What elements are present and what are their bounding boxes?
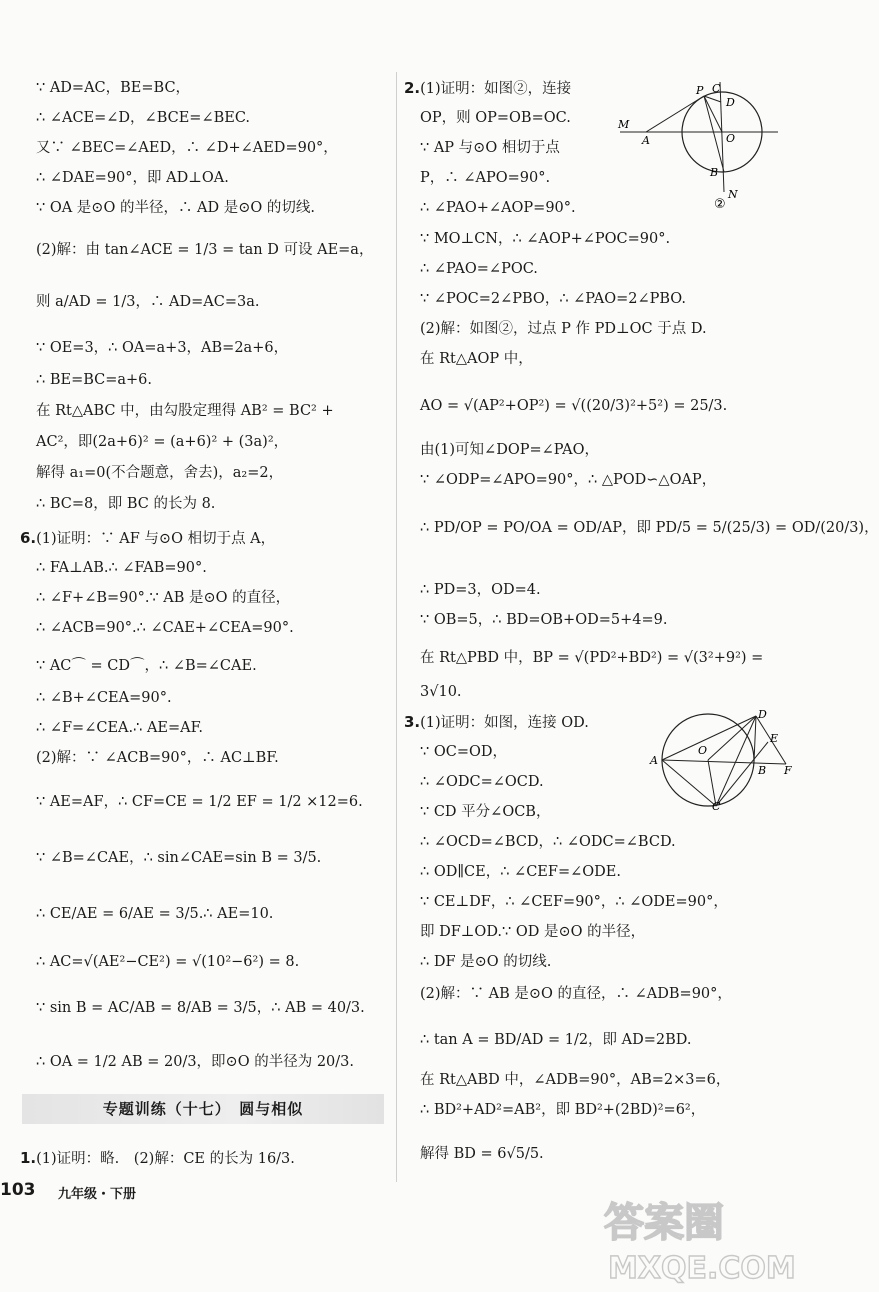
text-line: (2)解：∵ AB 是⊙O 的直径，∴ ∠ADB=90°，	[420, 986, 732, 1002]
text-line: 解得 a₁=0(不合题意，舍去)，a₂=2，	[36, 465, 284, 481]
text-line: ∵ AP 与⊙O 相切于点	[420, 140, 560, 156]
segment-cd	[716, 716, 756, 806]
text-line: ∴ BE=BC=a+6.	[36, 372, 153, 388]
text-line: ∵ sin B = AC/AB = 8/AB = 3/5，∴ AB = 40/3.	[36, 1000, 365, 1016]
label-a: A	[642, 134, 650, 147]
text-line: ∴ OA = 1/2 AB = 20/3，即⊙O 的半径为 20/3.	[36, 1054, 354, 1070]
label-n: N	[728, 188, 738, 201]
text-line: ∵ ∠POC=2∠PBO，∴ ∠PAO=2∠PBO.	[420, 291, 686, 307]
text-line: ∴ AC=√(AE²−CE²) = √(10²−6²) = 8.	[36, 954, 300, 970]
text-line: ∵ AE=AF，∴ CF=CE = 1/2 EF = 1/2 ×12=6.	[36, 794, 363, 810]
text-line: ∴ ∠ACB=90°.∴ ∠CAE+∠CEA=90°.	[36, 620, 294, 636]
column-divider	[396, 72, 397, 1182]
text-line: ∴ BD²+AD²=AB²，即 BD²+(2BD)²=6²，	[420, 1102, 706, 1118]
text-line: 解得 BD = 6√5/5.	[420, 1146, 544, 1162]
label-c: C	[712, 800, 721, 813]
figure-2-circle-diagram	[612, 80, 782, 210]
text-line: ∴ ∠ODC=∠OCD.	[420, 774, 544, 790]
problem-6-header: 6.(1)证明：∵ AF 与⊙O 相切于点 A，	[20, 529, 276, 547]
text-line: ∵ OA 是⊙O 的半径，∴ AD 是⊙O 的切线.	[36, 200, 316, 216]
label-b: B	[710, 166, 719, 179]
text-line: AO = √(AP²+OP²) = √((20/3)²+5²) = 25/3.	[420, 398, 728, 414]
text-line: ∵ OB=5，∴ BD=OB+OD=5+4=9.	[420, 612, 668, 628]
text-line: ∴ FA⊥AB.∴ ∠FAB=90°.	[36, 560, 207, 576]
label-a: A	[650, 754, 658, 767]
label-c: C	[712, 82, 721, 95]
line-af	[662, 760, 786, 764]
figure-3-circle-diagram	[646, 706, 796, 813]
watermark-url: MXQE.COM	[608, 1251, 796, 1286]
tangent-ap	[646, 96, 704, 132]
label-m: M	[618, 118, 630, 131]
text-line: ∵ ∠B=∠CAE，∴ sin∠CAE=sin B = 3/5.	[36, 850, 322, 866]
text-line: ∵ CD 平分∠OCB，	[420, 804, 551, 820]
text-line: ∵ MO⊥CN，∴ ∠AOP+∠POC=90°.	[420, 231, 671, 247]
text-line: ∴ ∠PAO=∠POC.	[420, 261, 538, 277]
label-f: F	[784, 764, 792, 777]
text-line: ∴ ∠DAE=90°，即 AD⊥OA.	[36, 170, 229, 186]
grade-label: 九年级・下册	[58, 1187, 137, 1202]
figure-2-caption: ②	[714, 197, 726, 212]
text-line: 在 Rt△AOP 中，	[420, 351, 533, 367]
text-line: ∴ CE/AE = 6/AE = 3/5.∴ AE=10.	[36, 906, 274, 922]
text-line: 在 Rt△ABD 中，∠ADB=90°，AB=2×3=6，	[420, 1072, 731, 1088]
text-line: (2)解：由 tan∠ACE = 1/3 = tan D 可设 AE=a，	[36, 242, 374, 258]
text-line: ∴ ∠PAO+∠AOP=90°.	[420, 200, 576, 216]
text-line: ∴ OD∥CE，∴ ∠CEF=∠ODE.	[420, 864, 621, 880]
watermark-logo-text: 答案圈	[604, 1200, 724, 1246]
text-line: 由(1)可知∠DOP=∠PAO，	[420, 442, 600, 458]
line-cn	[720, 82, 724, 192]
text-line: 在 Rt△PBD 中，BP = √(PD²+BD²) = √(3²+9²) =	[420, 650, 764, 666]
text-line: ∴ PD=3，OD=4.	[420, 582, 541, 598]
label-d: D	[758, 708, 767, 721]
text-line: ∴ ∠B+∠CEA=90°.	[36, 690, 172, 706]
watermark-logo	[598, 1190, 794, 1288]
text-line: ∴ ∠F=∠CEA.∴ AE=AF.	[36, 720, 204, 736]
segment-bd	[754, 716, 756, 762]
segment-ac	[662, 760, 716, 806]
text-line: AC²，即(2a+6)² = (a+6)² + (3a)²，	[36, 434, 289, 450]
text-line: ∵ AC⌒ = CD⌒，∴ ∠B=∠CAE.	[36, 658, 257, 674]
text-line: ∵ OE=3，∴ OA=a+3，AB=2a+6，	[36, 340, 289, 356]
label-o: O	[698, 744, 708, 757]
text-line: 在 Rt△ABC 中，由勾股定理得 AB² = BC² +	[36, 403, 334, 419]
label-d: D	[726, 96, 735, 109]
text-line: (2)解：∵ ∠ACB=90°，∴ AC⊥BF.	[36, 750, 279, 766]
text-line: P，∴ ∠APO=90°.	[420, 170, 551, 186]
text-line: ∴ ∠F+∠B=90°.∵ AB 是⊙O 的直径，	[36, 590, 291, 606]
text-line: 又∵ ∠BEC=∠AED，∴ ∠D+∠AED=90°，	[36, 140, 338, 156]
item-1-answer: 1.(1)证明：略. (2)解：CE 的长为 16/3.	[20, 1149, 295, 1167]
text-line: 即 DF⊥OD.∵ OD 是⊙O 的半径，	[420, 924, 646, 940]
text-line: ∵ AD=AC，BE=BC，	[36, 80, 191, 96]
text-line: 则 a/AD = 1/3，∴ AD=AC=3a.	[36, 294, 260, 310]
problem-3-header: 3.(1)证明：如图，连接 OD.	[404, 713, 589, 731]
text-line: 3√10.	[420, 684, 462, 700]
section-banner: 专题训练（十七） 圆与相似	[22, 1094, 384, 1124]
text-line: (2)解：如图②，过点 P 作 PD⊥OC 于点 D.	[420, 321, 707, 337]
label-e: E	[770, 732, 779, 745]
text-line: ∴ ∠ACE=∠D，∠BCE=∠BEC.	[36, 110, 251, 126]
label-b: B	[758, 764, 767, 777]
label-o: O	[726, 132, 736, 145]
page-number: 103	[0, 1180, 36, 1200]
label-p: P	[696, 84, 704, 97]
segment-ad	[662, 716, 756, 760]
text-line: ∵ OC=OD，	[420, 744, 507, 760]
text-line: OP，则 OP=OB=OC.	[420, 110, 571, 126]
text-line: ∴ DF 是⊙O 的切线.	[420, 954, 552, 970]
text-line: ∴ BC=8，即 BC 的长为 8.	[36, 496, 216, 512]
text-line: ∴ tan A = BD/AD = 1/2，即 AD=2BD.	[420, 1032, 692, 1048]
text-line: ∴ PD/OP = PO/OA = OD/AP，即 PD/5 = 5/(25/3) = OD/(20/3)，	[420, 520, 879, 536]
text-line: ∴ ∠OCD=∠BCD，∴ ∠ODC=∠BCD.	[420, 834, 676, 850]
text-line: ∵ ∠ODP=∠APO=90°，∴ △POD∽△OAP，	[420, 472, 717, 488]
problem-2-header: 2.(1)证明：如图②，连接	[404, 79, 572, 97]
text-line: ∵ CE⊥DF，∴ ∠CEF=90°，∴ ∠ODE=90°，	[420, 894, 728, 910]
